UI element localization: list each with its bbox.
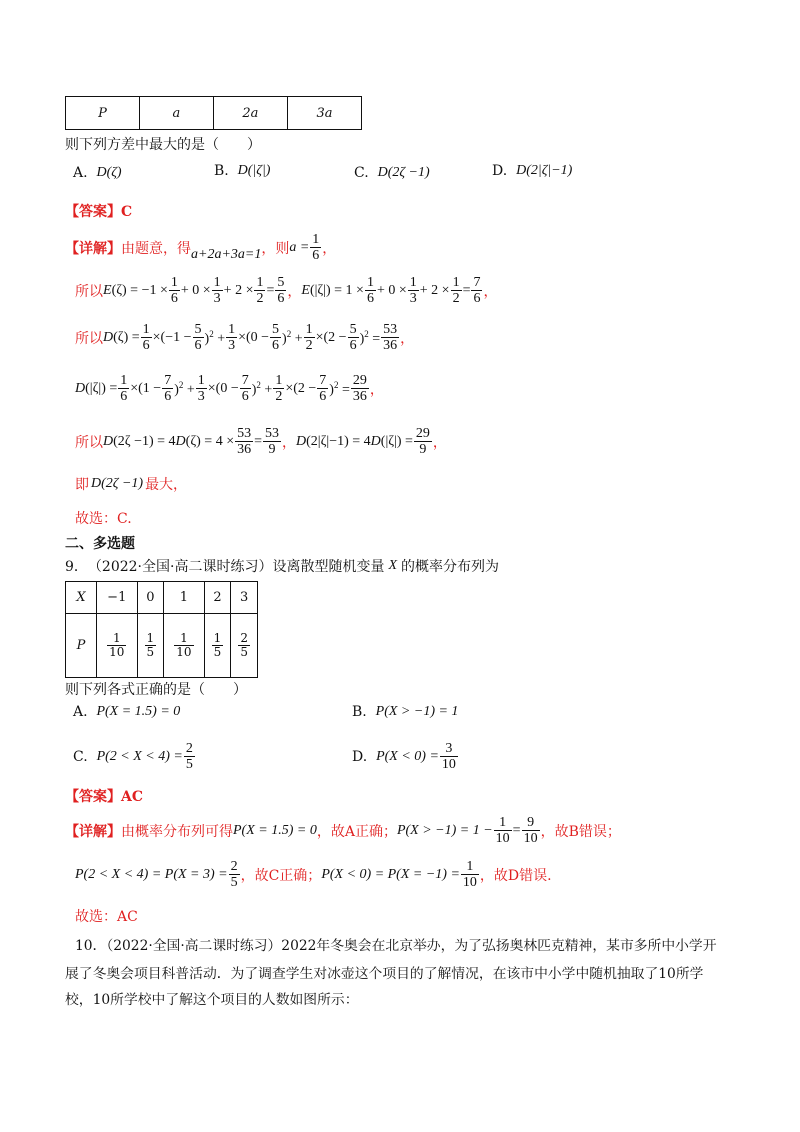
table1-cell: P [66,97,140,130]
q9-answer: 【答案】AC [65,789,144,805]
q8-option-c: C. D(2ζ −1) [354,165,430,181]
q8-option-b: B. D(|ζ|) [214,163,271,179]
q9-option-a: A. P(X = 1.5) = 0 [73,704,181,720]
q8-variance-line: 所以 D(ζ) = $\frac{1}{6}$ ×(−1 − $\frac{5}{6}$ )$^2$ + $\frac{1}{3}$ ×(0 − $\frac{5}{6}$ )$^2$ + $\frac{1}{2}$ ×(2 − $\frac{5}{6}$ )$^2$ = $\frac{53}{36}$ ， [75,322,415,354]
table2-cell: 0 [137,582,164,614]
q8-answer: 【答案】C [65,204,133,220]
q10-line-3: 校，10所学校中了解这个项目的人数如图所示： [65,992,359,1008]
q9-question: 则下列各式正确的是（ ） [65,682,247,698]
q9-option-b: B. P(X > −1) = 1 [352,704,459,720]
table2-header: X [66,582,97,614]
q8-conclusion: 即 D(2ζ −1) 最大， [75,476,188,493]
q8-choose: 故选：C. [75,511,132,527]
table2-cell: $\frac{1}{5}$ [137,614,164,678]
table2-header: P [66,614,97,678]
q10-line-2: 展了冬奥会项目科普活动．为了调查学生对冰壶这个项目的了解情况，在该市中小学中随机抽取了10所学 [65,966,704,982]
q9-detail-1: 【详解】 由概率分布列可得 P(X = 1.5) = 0 ，故A正确； P(X > −1) = 1 − $\frac{1}{10}$ = $\frac{9}{10}$ ，故B错误； [65,815,621,847]
table2-cell: $\frac{1}{10}$ [97,614,138,678]
section-title: 二、多选题 [65,536,135,552]
q8-linear-variance-line: 所以 D(2ζ −1) = 4D(ζ) = 4 × $\frac{53}{36}$ = $\frac{53}{9}$ ， D(2|ζ|−1) = 4D(|ζ|) = $\frac{29}{9}$ ， [75,426,447,458]
q8-option-d: D. D(2|ζ|−1) [492,163,573,179]
q9-option-d: D. P(X < 0) = $\frac{3}{10}$ [352,741,456,773]
distribution-table-2 [65,581,258,678]
table1-cell: a [139,97,213,130]
q8-variance-abs-line: D(|ζ|) = $\frac{1}{6}$ ×(1 − $\frac{7}{6}$ )$^2$ + $\frac{1}{3}$ ×(0 − $\frac{7}{6}$ )$^2$ + $\frac{1}{2}$ ×(2 − $\frac{7}{6}$ )$^2$ = $\frac{29}{36}$ ， [75,373,384,405]
q8-stem: 则下列方差中最大的是（ ） [65,137,261,153]
table2-cell: $\frac{2}{5}$ [231,614,258,678]
table2-cell: −1 [97,582,138,614]
table2-cell: 3 [231,582,258,614]
q8-expectation-line: 所以 E(ζ) = −1 × $\frac{1}{6}$ + 0 × $\frac{1}{3}$ + 2 × $\frac{1}{2}$ = $\frac{5}{6}$ ， E(|ζ|) = 1 × $\frac{1}{6}$ + 0 × $\frac{1}{3}$ + 2 × $\frac{1}{2}$ = $\frac{7}{6}$ ， [75,275,498,307]
q10-line-1: 10．（2022·全国·高二课时练习）2022年冬奥会在北京举办，为了弘扬奥林匹克精神，某市多所中小学开 [75,938,717,954]
q8-detail-1: 【详解】 由题意，得 a+2a+3a=1 ，则 a = $\frac{1}{6}$ ， [65,232,337,264]
table2-cell: 1 [164,582,205,614]
table1-cell: 3a [287,97,361,130]
q9-detail-2: P(2 < X < 4) = P(X = 3) = $\frac{2}{5}$ ，故C正确； P(X < 0) = P(X = −1) = $\frac{1}{10}$ ，故D错误. [75,859,552,891]
q9-stem: 9． （2022·全国·高二课时练习）设离散型随机变量 X 的概率分布列为 [65,558,500,575]
table2-cell: $\frac{1}{5}$ [204,614,231,678]
table1-cell: 2a [213,97,287,130]
distribution-table-1 [65,96,362,130]
q9-choose: 故选：AC [75,909,138,925]
q9-option-c: C. P(2 < X < 4) = $\frac{2}{5}$ [73,741,193,773]
q8-option-a: A. D(ζ) [73,165,122,181]
table2-cell: 2 [204,582,231,614]
table2-cell: $\frac{1}{10}$ [164,614,205,678]
